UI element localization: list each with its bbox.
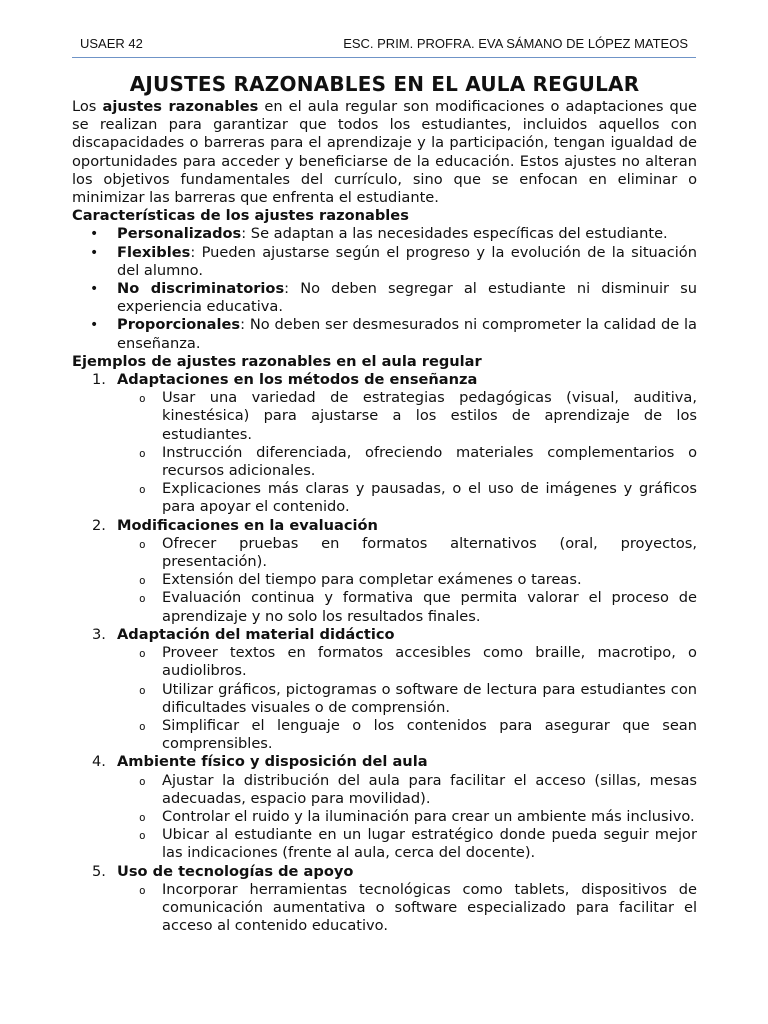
section-item: o Ubicar al estudiante en un lugar estratégico donde pueda seguir mejor las indicaciones (frente al aula, cerca del docente).: [117, 826, 697, 862]
characteristic-item: [72, 280, 697, 316]
document-body: [72, 72, 697, 935]
document-title: AJUSTES RAZONABLES EN EL AULA REGULAR: [129, 72, 640, 96]
section-items: [117, 881, 697, 936]
section-number: 2.: [92, 516, 106, 534]
characteristic-term: No discriminatorios: [117, 280, 285, 298]
characteristic-text: : Se adaptan a las necesidades específicas del estudiante.: [241, 225, 668, 243]
characteristic-text: : No deben ser desmesurados ni comprometer la calidad de la enseñanza.: [117, 316, 697, 352]
characteristic-item: [72, 225, 697, 243]
characteristic-item: [72, 316, 697, 352]
section-item: o Instrucción diferenciada, ofreciendo materiales complementarios o recursos adicionales.: [117, 444, 697, 480]
characteristic-item: [72, 244, 697, 280]
section-title: Modificaciones en la evaluación: [117, 516, 378, 534]
example-section: [72, 517, 697, 626]
intro-bold-term: ajustes razonables: [102, 98, 259, 115]
example-section: [72, 753, 697, 862]
page-header: [72, 34, 696, 54]
header-right-text: ESC. PRIM. PROFRA. EVA SÁMANO DE LÓPEZ MATEOS: [343, 36, 688, 51]
section-items: [117, 772, 697, 863]
characteristic-term: Personalizados: [117, 225, 242, 243]
section-item: o Ofrecer pruebas en formatos alternativos (oral, proyectos, presentación).: [117, 535, 697, 571]
section-item: o Explicaciones más claras y pausadas, o el uso de imágenes y gráficos para apoyar el contenido.: [117, 480, 697, 516]
header-left-text: USAER 42: [80, 36, 143, 51]
characteristic-term: Flexibles: [117, 243, 191, 261]
section-item: o Proveer textos en formatos accesibles como braille, macrotipo, o audiolibros.: [117, 644, 697, 680]
intro-paragraph: [72, 98, 697, 207]
section-item: o Extensión del tiempo para completar exámenes o tareas.: [117, 571, 697, 589]
section-item: o Incorporar herramientas tecnológicas como tablets, dispositivos de comunicación aumentativa o software especializado para facilitar el acceso al contenido educativo.: [117, 881, 697, 936]
section-items: [117, 389, 697, 516]
section-title: Uso de tecnologías de apoyo: [117, 862, 354, 880]
example-section: [72, 863, 697, 936]
section-number: 1.: [92, 371, 106, 389]
intro-text: en el aula regular son modificaciones o adaptaciones que se realizan para garantizar que todos los estudiantes, incluidos aquellos con discapacidades o barreras para el aprendizaje y la participación, tengan igualdad de oportunidades para acceder y beneficiarse de la educación. Estos ajustes no alteran los objetivos fundamentales del currículo, sino que se enfocan en eliminar o minimizar las barreras que enfrenta el estudiante.: [72, 98, 698, 207]
characteristic-text: : No deben segregar al estudiante ni disminuir su experiencia educativa.: [117, 280, 697, 316]
section-title: Adaptación del material didáctico: [117, 625, 395, 643]
characteristics-list: [72, 225, 697, 352]
section-item: o Utilizar gráficos, pictogramas o software de lectura para estudiantes con dificultades visuales o de comprensión.: [117, 681, 697, 717]
section-title: Ambiente físico y disposición del aula: [117, 753, 428, 771]
section-item: o Ajustar la distribución del aula para facilitar el acceso (sillas, mesas adecuadas, espacio para movilidad).: [117, 772, 697, 808]
example-section: [72, 371, 697, 517]
characteristic-term: Proporcionales: [117, 316, 241, 334]
characteristic-text: : Pueden ajustarse según el progreso y la evolución de la situación del alumno.: [117, 243, 697, 279]
section-title: Adaptaciones en los métodos de enseñanza: [117, 371, 478, 389]
characteristics-heading: Características de los ajustes razonables: [72, 207, 409, 225]
section-item: o Controlar el ruido y la iluminación para crear un ambiente más inclusivo.: [117, 808, 697, 826]
section-items: [117, 535, 697, 626]
example-section: [72, 626, 697, 753]
examples-heading: Ejemplos de ajustes razonables en el aula regular: [72, 352, 482, 370]
section-item: o Simplificar el lenguaje o los contenidos para asegurar que sean comprensibles.: [117, 717, 697, 753]
section-item: o Evaluación continua y formativa que permita valorar el proceso de aprendizaje y no solo los resultados finales.: [117, 589, 697, 625]
section-item: o Usar una variedad de estrategias pedagógicas (visual, auditiva, kinestésica) para ajustarse a los estilos de aprendizaje de los estudiantes.: [117, 389, 697, 444]
section-items: [117, 644, 697, 753]
intro-lead: Los: [72, 98, 103, 115]
section-number: 3.: [92, 625, 106, 643]
section-number: 4.: [92, 753, 106, 771]
header-divider: [72, 57, 696, 58]
examples-list: [72, 371, 697, 935]
section-number: 5.: [92, 862, 106, 880]
